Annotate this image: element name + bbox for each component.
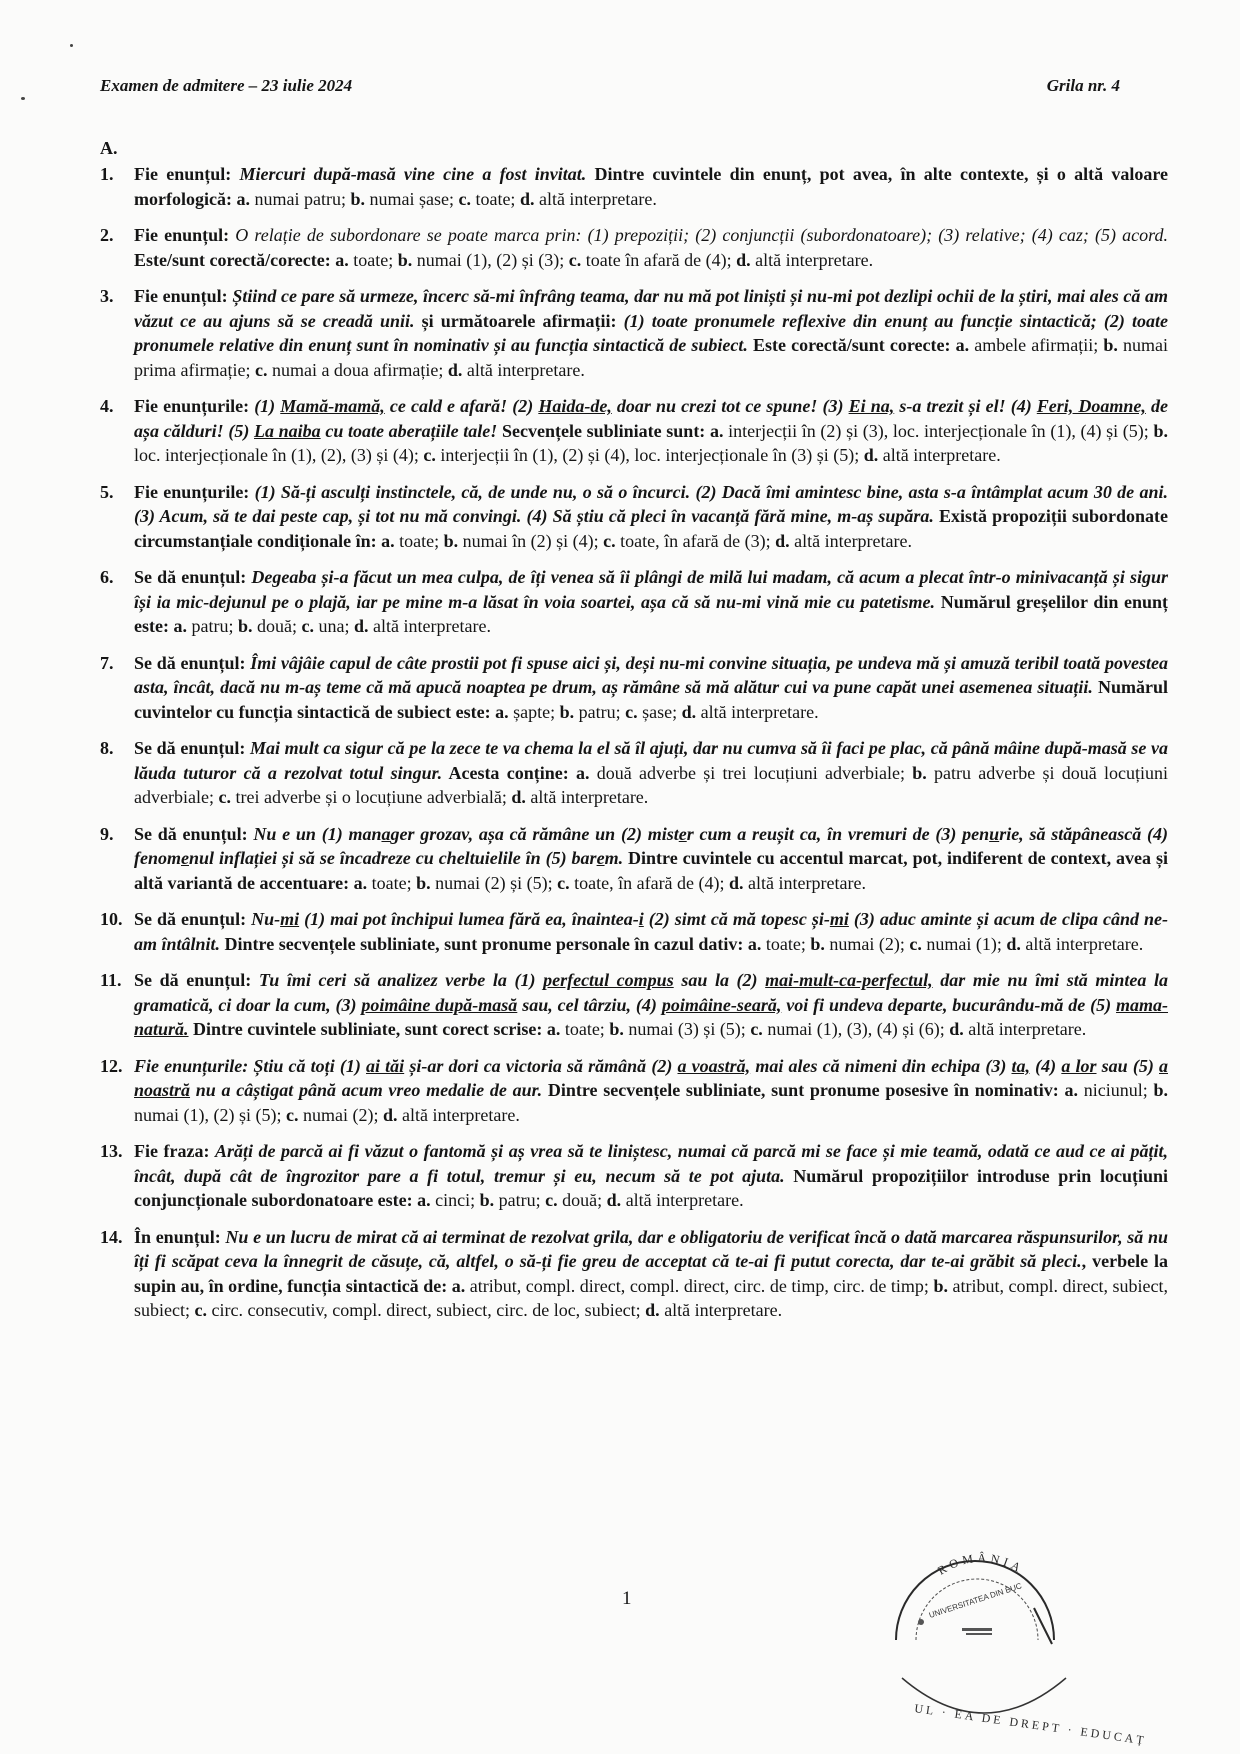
underlined-segment: perfectul compus xyxy=(543,970,674,990)
text-segment: Numărul greșelilor din enunț este: a. xyxy=(134,591,1169,636)
stamp-top-text: ROMÂNIA xyxy=(935,1550,1027,1578)
question-number: 2. xyxy=(100,225,114,245)
text-segment: numai în (2) și (4); xyxy=(458,530,604,551)
text-segment: numai a doua afirmație; xyxy=(267,359,448,380)
text-segment: niciunul; xyxy=(1078,1080,1154,1100)
text-segment: sau, cel târziu, (4) xyxy=(517,994,662,1015)
text-segment: b. xyxy=(1153,1080,1168,1100)
question-number: 5. xyxy=(100,481,114,502)
text-segment: toate; xyxy=(394,530,444,551)
text-segment: m. xyxy=(604,848,624,868)
question-number: 7. xyxy=(100,652,114,673)
question-number: 4. xyxy=(100,396,114,416)
text-segment: c. xyxy=(625,701,638,722)
question-item xyxy=(100,1054,1168,1128)
question-number: 11. xyxy=(100,970,122,990)
text-segment: toate, în afară de (3); xyxy=(615,530,776,551)
text-segment: șase; xyxy=(637,701,682,722)
question-text xyxy=(134,907,1168,956)
text-segment: b. xyxy=(443,530,459,551)
stamp-fragment xyxy=(894,1668,1148,1748)
text-segment: loc. interjecționale în (1), (2), (3) și (4); xyxy=(134,445,424,465)
text-segment: sau (5) xyxy=(1096,1055,1159,1076)
text-segment: toate; xyxy=(348,249,398,270)
text-segment: Este corectă/sunt corecte: a. xyxy=(747,335,970,355)
text-segment: Îmi vâjâie capul de câte prostii pot fi spuse aici și, deși nu-mi convine situația, pe undeva mă și amuză teribil toată povestea asta, încât, dacă nu m-aș teme că mă apucă noaptea pe drum, aș rămâne să mă alătur cui va pune capăt unei asemenea situații. xyxy=(134,652,1168,697)
underlined-segment: e xyxy=(181,848,189,868)
text-segment: altă interpretare. xyxy=(621,1190,744,1210)
text-segment: b. xyxy=(933,1275,948,1296)
text-segment: cu toate aberațiile tale! xyxy=(320,420,498,441)
text-segment: , verbele la supin au, în ordine, funcția sintactică de: a. xyxy=(134,1251,1168,1296)
text-segment: două adverbe și trei locuțiuni adverbiale; xyxy=(589,762,913,783)
text-segment: d. xyxy=(606,1190,622,1210)
question-item xyxy=(100,907,1168,956)
text-segment: Nu- xyxy=(251,909,281,929)
question-text xyxy=(134,651,1168,725)
text-segment: Fie enunțul: xyxy=(134,164,240,184)
question-number: 1. xyxy=(100,164,114,184)
text-segment: toate; xyxy=(367,872,417,893)
text-segment: numai (2) și (5); xyxy=(430,872,558,893)
question-text xyxy=(134,736,1168,810)
underlined-segment: ta, xyxy=(1011,1055,1030,1076)
text-segment: Numărul propozițiilor introduse prin locuțiuni conjuncționale subordonatoare este: a. xyxy=(134,1165,1168,1210)
text-segment: altă interpretare. xyxy=(462,359,585,380)
text-segment: b. xyxy=(609,1019,624,1039)
question-list xyxy=(100,162,1168,1335)
underlined-segment: Feri, Doamne, xyxy=(1036,396,1146,416)
text-segment: toate; xyxy=(470,188,520,209)
text-segment: Nu e un lucru de mirat că ai terminat de rezolvat grila, dar e obligatoriu de verificat încă o dată marcarea răspunsurilor, să nu îți fi scăpat ceva la înnegrit de căsuțe, că, altfel, o să-ți fie greu de acceptat că te-ai fi putut corecta, dar te-ai grăbit să pleci. xyxy=(134,1226,1168,1271)
question-item xyxy=(100,968,1168,1042)
question-text xyxy=(134,565,1168,639)
text-segment: b. xyxy=(1103,335,1118,355)
text-segment: de așa călduri! (5) xyxy=(134,396,1168,441)
text-segment: (1) toate pronumele reflexive din enunț au funcție sintactică; (2) toate pronumele relative din enunț sunt în nominativ și au funcția sintactică de subiect. xyxy=(134,310,1169,355)
text-segment: b. xyxy=(416,872,431,893)
scan-speck xyxy=(70,44,73,47)
page-number: 1 xyxy=(622,1588,632,1609)
text-segment: voi fi undeva departe, bucurându-mă de (5) xyxy=(781,994,1117,1015)
question-text xyxy=(134,223,1168,272)
text-segment: altă interpretare. xyxy=(659,1300,783,1320)
text-segment: Dintre cuvintele din enunț, pot avea, în alte contexte, și o altă valoare morfologică: a. xyxy=(134,164,1168,209)
question-number: 10. xyxy=(100,909,123,929)
text-segment: altă interpretare. xyxy=(525,787,649,807)
text-segment: d. xyxy=(645,1300,660,1320)
text-segment: Fie enunțurile: xyxy=(134,396,255,416)
text-segment: d. xyxy=(519,188,535,209)
text-segment: interjecții în (1), (2) și (4), loc. interjecționale în (3) și (5); xyxy=(435,445,864,465)
text-segment: c. xyxy=(254,359,268,380)
question-text xyxy=(134,822,1168,896)
text-segment: Nu e un (1) man xyxy=(253,823,382,844)
text-segment: d. xyxy=(729,872,744,893)
text-segment: c. xyxy=(545,1190,558,1210)
question-number: 9. xyxy=(100,823,114,844)
question-text xyxy=(134,1139,1168,1213)
text-segment: Fie enunțul: xyxy=(134,225,236,245)
page-header xyxy=(100,76,1120,100)
text-segment: Se dă enunțul: xyxy=(134,567,252,587)
stamp-ring-text: UNIVERSITATEA DIN BUC xyxy=(927,1581,1023,1620)
text-segment: numai (1), (2) și (5); xyxy=(134,1104,286,1125)
question-item xyxy=(100,565,1168,639)
stamp-bottom-text: UL · EA DE DREPT · EDUCAȚ xyxy=(913,1701,1148,1748)
text-segment: Acesta conține: a. xyxy=(442,762,590,783)
text-segment: d. xyxy=(681,701,697,722)
text-segment: d. xyxy=(949,1019,964,1039)
text-segment: numai (2); xyxy=(298,1104,383,1125)
text-segment: d. xyxy=(354,616,369,636)
text-segment: c. xyxy=(285,1104,299,1125)
question-text xyxy=(134,394,1168,468)
text-segment: numai (2); xyxy=(824,933,910,954)
question-item xyxy=(100,162,1168,211)
text-segment: circ. consecutiv, compl. direct, subiect, circ. de loc, subiect; xyxy=(207,1300,646,1320)
text-segment: d. xyxy=(511,787,526,807)
text-segment: ger grozav, așa că rămâne un (2) mist xyxy=(390,823,679,844)
svg-text:ROMÂNIA xyxy=(935,1551,1026,1578)
text-segment: c. xyxy=(557,872,570,893)
text-segment: numai patru; xyxy=(249,188,351,209)
section-label: A. xyxy=(100,138,118,158)
text-segment: c. xyxy=(603,530,616,551)
text-segment: interjecții în (2) și (3), loc. interjecționale în (1), (4) și (5); xyxy=(723,420,1154,441)
question-item xyxy=(100,394,1168,468)
text-segment: d. xyxy=(775,530,790,551)
text-segment: Știind ce pare să urmeze, încerc să-mi înfrâng teama, dar nu mă pot liniști și nu-mi pot dezlipi ochii de la știri, mai ales că am văzut ce au ajuns să se creadă unii. xyxy=(134,286,1169,331)
text-segment: d. xyxy=(736,249,751,270)
question-item xyxy=(100,822,1168,896)
question-number: 8. xyxy=(100,738,114,758)
text-segment: altă interpretare. xyxy=(878,445,1001,465)
question-text xyxy=(134,968,1168,1042)
text-segment: (1) mai pot închipui lumea fără ea, înaintea- xyxy=(299,909,639,929)
text-segment: Degeaba și-a făcut un mea culpa, de îți venea să îi plângi de milă lui madam, că acum a plecat într-o minivacanță și sigur își ia mic-dejunul pe o plajă, iar pe mine m-a lăsat în voia soartei, așa că să nu-mi vină mie cu patetisme. xyxy=(134,567,1168,612)
question-text xyxy=(134,284,1168,382)
text-segment: și următoarele afirmații: xyxy=(414,310,624,331)
text-segment: Se dă enunțul: xyxy=(134,823,254,844)
underlined-segment: poimâine după-masă xyxy=(361,994,518,1015)
text-segment: b. xyxy=(237,616,253,636)
text-segment: altă interpretare. xyxy=(368,616,491,636)
text-segment: sau la (2) xyxy=(673,970,766,990)
text-segment: rie, să stăpânească (4) fenom xyxy=(134,823,1168,868)
underlined-segment: mi xyxy=(280,909,300,929)
text-segment: b. xyxy=(397,249,413,270)
text-segment: b. xyxy=(1153,420,1168,441)
text-segment: mai ales că nimeni din echipa (3) xyxy=(750,1055,1012,1076)
text-segment: c. xyxy=(750,1019,763,1039)
text-segment: atribut, compl. direct, compl. direct, circ. de timp, circ. de timp; xyxy=(465,1275,934,1296)
text-segment: Miercuri după-masă vine cine a fost invitat. xyxy=(239,164,587,184)
underlined-segment: u xyxy=(989,823,1000,844)
text-segment: Dintre secvențele subliniate, sunt pronume posesive în nominativ: a. xyxy=(542,1080,1079,1100)
question-text xyxy=(134,1054,1168,1128)
question-text xyxy=(134,1225,1168,1323)
text-segment: Dintre secvențele subliniate, sunt pronume personale în cazul dativ: a. xyxy=(220,933,762,954)
text-segment: Se dă enunțul: xyxy=(134,738,251,758)
text-segment: Dintre cuvintele cu accentul marcat, pot, indiferent de context, avea și altă variantă de accentuare: a. xyxy=(134,848,1168,893)
text-segment: patru adverbe și două locuțiuni adverbiale; xyxy=(134,762,1169,807)
text-segment: c. xyxy=(218,787,231,807)
text-segment: Numărul cuvintelor cu funcția sintactică de subiect este: a. xyxy=(134,677,1168,722)
text-segment: b. xyxy=(559,701,575,722)
text-segment: Se dă enunțul: xyxy=(134,970,259,990)
text-segment: numai șase; xyxy=(364,188,459,209)
underlined-segment: mama-natură. xyxy=(134,994,1169,1039)
text-segment: (3) aduc aminte și acum de clipa când ne-am întâlnit. xyxy=(134,909,1168,954)
underlined-segment: Ei na, xyxy=(848,396,895,416)
question-text xyxy=(134,162,1168,211)
text-segment: numai (3) și (5); xyxy=(623,1019,751,1039)
text-segment: patru; xyxy=(494,1190,546,1210)
text-segment: Dintre cuvintele subliniate, sunt corect scrise: a. xyxy=(188,1019,561,1039)
text-segment: toate, în afară de (4); xyxy=(569,872,730,893)
text-segment: O relație de subordonare se poate marca prin: (1) prepoziții; (2) conjuncții (subordonatoare); (3) relative; (4) caz; (5) acord. xyxy=(235,225,1168,245)
text-segment: Fie enunțul: xyxy=(134,286,233,306)
question-item xyxy=(100,651,1168,725)
question-text xyxy=(134,480,1168,554)
underlined-segment: a voastră, xyxy=(677,1055,751,1076)
scan-speck xyxy=(21,97,25,100)
text-segment: (1) Să-ți asculți instinctele, că, de unde nu, o să o încurci. (2) Dacă îmi amintesc bine, asta s-a întâmplat acum 30 de ani. (3) Acum, să te dai peste cap, și tot nu mă convingi. (4) Să știu că pleci în vacanță fără mine, m-aș supăra. xyxy=(134,481,1168,526)
text-segment: (4) xyxy=(1030,1055,1062,1076)
underlined-segment: Haida-de, xyxy=(538,396,612,416)
text-segment: Fie fraza: xyxy=(134,1141,215,1161)
text-segment: cinci; xyxy=(430,1190,480,1210)
text-segment: c. xyxy=(301,616,314,636)
text-segment: toate în afară de (4); xyxy=(581,249,737,270)
text-segment: c. xyxy=(909,933,922,954)
text-segment: ambele afirmații; xyxy=(969,335,1104,355)
text-segment: altă interpretare. xyxy=(534,188,657,209)
question-item xyxy=(100,284,1168,382)
text-segment: doar nu crezi tot ce spune! (3) xyxy=(611,396,849,416)
text-segment: numai (1), (2) și (3); xyxy=(412,249,569,270)
text-segment: Mai mult ca sigur că pe la zece te va chema la el să îl ajuți, dar nu cumva să îi faci pe plac, că până mâine după-masă se va lăuda tuturor că a rezolvat totul singur. xyxy=(134,738,1168,783)
question-number: 12. xyxy=(100,1055,123,1076)
text-segment: Există propoziții subordonate circumstanțiale condiționale în: a. xyxy=(134,506,1169,551)
underlined-segment: La naiba xyxy=(254,420,321,441)
text-segment: Fie enunțurile: Știu că toți (1) xyxy=(134,1055,367,1076)
text-segment: una; xyxy=(314,616,354,636)
text-segment: numai (1), (3), (4) și (6); xyxy=(762,1019,950,1039)
question-number: 14. xyxy=(100,1226,123,1247)
text-segment: c. xyxy=(194,1300,207,1320)
text-segment: nu a câștigat până acum vreo medalie de aur. xyxy=(190,1080,543,1100)
text-segment: toate; xyxy=(761,933,811,954)
underlined-segment: mi xyxy=(829,909,849,929)
text-segment: patru; xyxy=(574,701,626,722)
text-segment: altă interpretare. xyxy=(397,1104,520,1125)
text-segment: s-a trezit și el! (4) xyxy=(894,396,1037,416)
underlined-segment: a noastră xyxy=(134,1055,1168,1100)
text-segment: d. xyxy=(863,445,879,465)
text-segment: altă interpretare. xyxy=(743,872,866,893)
text-segment: Se dă enunțul: xyxy=(134,909,252,929)
text-segment: d. xyxy=(447,359,463,380)
text-segment: două; xyxy=(252,616,302,636)
underlined-segment: poimâine-seară, xyxy=(661,994,782,1015)
text-segment: șapte; xyxy=(508,701,560,722)
underlined-segment: mai-mult-ca-perfectul, xyxy=(765,970,933,990)
text-segment: Fie enunțurile: xyxy=(134,481,255,502)
text-segment: patru; xyxy=(186,616,238,636)
text-segment: b. xyxy=(350,188,365,209)
text-segment: altă interpretare. xyxy=(696,701,819,722)
university-stamp xyxy=(876,1540,1066,1650)
underlined-segment: i xyxy=(638,909,644,929)
underlined-segment: ai tăi xyxy=(366,1055,405,1076)
question-number: 3. xyxy=(100,286,114,306)
question-item xyxy=(100,736,1168,810)
text-segment: Secvențele subliniate sunt: a. xyxy=(497,420,724,441)
text-segment: două; xyxy=(557,1190,607,1210)
exam-title: Examen de admitere – 23 iulie 2024 xyxy=(100,76,353,95)
text-segment: numai (1); xyxy=(921,933,1007,954)
text-segment: altă interpretare. xyxy=(789,530,913,551)
text-segment: altă interpretare. xyxy=(1020,933,1144,954)
text-segment: b. xyxy=(479,1190,495,1210)
text-segment: numai prima afirmație; xyxy=(134,335,1168,380)
underlined-segment: Mamă-mamă, xyxy=(280,396,385,416)
text-segment: d. xyxy=(1006,933,1021,954)
text-segment: c. xyxy=(423,445,436,465)
text-segment: Este/sunt corectă/corecte: a. xyxy=(134,249,349,270)
text-segment: altă interpretare. xyxy=(750,249,874,270)
text-segment: toate; xyxy=(560,1019,610,1039)
text-segment: (1) xyxy=(254,396,281,416)
question-item xyxy=(100,480,1168,554)
grid-number: Grila nr. 4 xyxy=(1046,76,1120,95)
underlined-segment: e xyxy=(596,848,605,868)
text-segment: nul inflației și să se încadreze cu cheltuielile în (5) bar xyxy=(189,848,597,868)
question-item xyxy=(100,1225,1168,1323)
text-segment: r cum a reușit ca, în vremuri de (3) pen xyxy=(686,823,990,844)
question-item xyxy=(100,223,1168,272)
question-item xyxy=(100,1139,1168,1213)
underlined-segment: e xyxy=(678,823,687,844)
text-segment: Arăți de parcă ai fi văzut o fantomă și aș vrea să te liniștesc, numai că parcă mi se face și mie teamă, odată ce aud ce ai pățit, încât, după cât de îngrozitor pare a fi totul, tremur și eu, necum să te pot ajuta. xyxy=(134,1141,1169,1186)
underlined-segment: a lor xyxy=(1061,1055,1097,1076)
text-segment: dar mie nu îmi stă mintea la gramatică, ci doar la cum, (3) xyxy=(134,970,1168,1015)
text-segment: În enunțul: xyxy=(134,1226,226,1247)
text-segment: și-ar dori ca victoria să rămână (2) xyxy=(404,1055,678,1076)
text-segment: trei adverbe și o locuțiune adverbială; xyxy=(230,787,512,807)
text-segment: ce cald e afară! (2) xyxy=(384,396,539,416)
text-segment: d. xyxy=(382,1104,398,1125)
text-segment: b. xyxy=(810,933,825,954)
question-number: 6. xyxy=(100,567,114,587)
text-segment: atribut, compl. direct, subiect, subiect; xyxy=(134,1275,1169,1320)
text-segment: (2) simt că mă topesc și- xyxy=(643,909,830,929)
underlined-segment: a xyxy=(381,823,391,844)
text-segment: Tu îmi ceri să analizez verbe la (1) xyxy=(258,970,544,990)
text-segment: c. xyxy=(568,249,582,270)
text-segment: altă interpretare. xyxy=(963,1019,1087,1039)
text-segment: c. xyxy=(458,188,471,209)
question-number: 13. xyxy=(100,1141,123,1161)
text-segment: b. xyxy=(912,762,927,783)
text-segment: Se dă enunțul: xyxy=(134,652,251,673)
